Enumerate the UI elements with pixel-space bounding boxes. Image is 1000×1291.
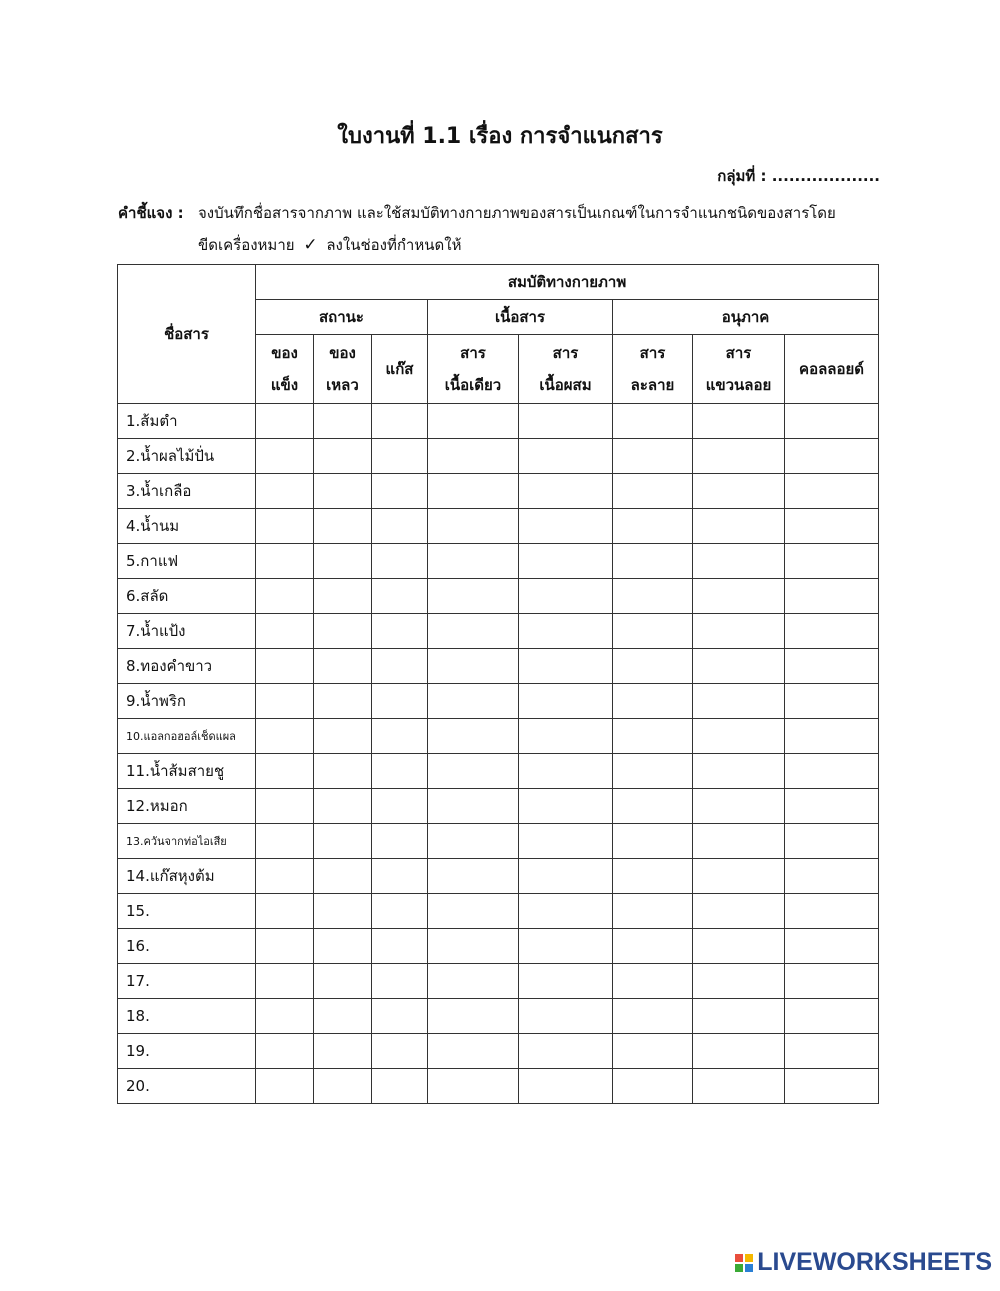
table-row <box>118 649 879 684</box>
table-row <box>118 474 879 509</box>
substance-name: 12.หมอก <box>118 789 256 824</box>
answer-cell[interactable] <box>428 999 519 1034</box>
answer-cell[interactable] <box>314 894 372 929</box>
answer-cell[interactable] <box>519 929 613 964</box>
answer-cell[interactable] <box>372 859 428 894</box>
answer-cell[interactable] <box>372 684 428 719</box>
answer-cell[interactable] <box>372 1034 428 1069</box>
colloid-header: คอลลอยด์ <box>785 335 879 404</box>
answer-cell[interactable] <box>613 824 693 859</box>
table-row <box>118 719 879 754</box>
answer-cell[interactable] <box>314 929 372 964</box>
answer-cell[interactable] <box>785 789 879 824</box>
properties-header: สมบัติทางกายภาพ <box>256 265 879 300</box>
answer-cell[interactable] <box>613 1069 693 1104</box>
answer-cell[interactable] <box>693 474 785 509</box>
substance-name: 16. <box>118 929 256 964</box>
table-row <box>118 929 879 964</box>
suspension-header-line1: สาร <box>725 344 752 362</box>
answer-cell[interactable] <box>314 614 372 649</box>
answer-cell[interactable] <box>519 404 613 439</box>
substance-name: 17. <box>118 964 256 999</box>
answer-cell[interactable] <box>256 1034 314 1069</box>
answer-cell[interactable] <box>613 894 693 929</box>
answer-cell[interactable] <box>519 859 613 894</box>
table-row <box>118 789 879 824</box>
answer-cell[interactable] <box>519 579 613 614</box>
answer-cell[interactable] <box>519 474 613 509</box>
instruction-line-1: จงบันทึกชื่อสารจากภาพ และใช้สมบัติทางกายภาพของสารเป็นเกณฑ์ในการจำแนกชนิดของสารโดย <box>198 204 836 222</box>
liquid-header <box>314 335 372 404</box>
answer-cell[interactable] <box>693 964 785 999</box>
answer-cell[interactable] <box>519 824 613 859</box>
substance-name: 8.ทองคำขาว <box>118 649 256 684</box>
answer-cell[interactable] <box>613 439 693 474</box>
answer-cell[interactable] <box>314 824 372 859</box>
answer-cell[interactable] <box>693 509 785 544</box>
answer-cell[interactable] <box>693 999 785 1034</box>
answer-cell[interactable] <box>256 929 314 964</box>
homogeneous-header-line2: เนื้อเดียว <box>444 376 502 394</box>
substance-name: 11.น้ำส้มสายชู <box>118 754 256 789</box>
answer-cell[interactable] <box>428 1069 519 1104</box>
answer-cell[interactable] <box>785 999 879 1034</box>
answer-cell[interactable] <box>613 684 693 719</box>
answer-cell[interactable] <box>693 439 785 474</box>
answer-cell[interactable] <box>256 509 314 544</box>
instruction-label: คำชี้แจง : <box>118 204 184 222</box>
group-label: กลุ่มที่ : ................... <box>717 167 880 185</box>
name-header: ชื่อสาร <box>118 265 256 404</box>
answer-cell[interactable] <box>372 579 428 614</box>
answer-cell[interactable] <box>372 929 428 964</box>
substance-name: 20. <box>118 1069 256 1104</box>
solution-header <box>613 335 693 404</box>
answer-cell[interactable] <box>519 684 613 719</box>
instruction-line-2-pre: ขีดเครื่องหมาย <box>198 236 295 254</box>
answer-cell[interactable] <box>256 894 314 929</box>
table-row <box>118 1069 879 1104</box>
answer-cell[interactable] <box>428 719 519 754</box>
answer-cell[interactable] <box>785 509 879 544</box>
answer-cell[interactable] <box>372 754 428 789</box>
table-row <box>118 439 879 474</box>
answer-cell[interactable] <box>314 859 372 894</box>
answer-cell[interactable] <box>693 719 785 754</box>
table-row <box>118 894 879 929</box>
substance-name: 13.ควันจากท่อไอเสีย <box>118 824 256 859</box>
substance-name: 7.น้ำแป้ง <box>118 614 256 649</box>
answer-cell[interactable] <box>785 964 879 999</box>
answer-cell[interactable] <box>519 964 613 999</box>
answer-cell[interactable] <box>613 719 693 754</box>
answer-cell[interactable] <box>613 1034 693 1069</box>
table-row <box>118 509 879 544</box>
answer-cell[interactable] <box>785 1069 879 1104</box>
answer-cell[interactable] <box>428 404 519 439</box>
answer-cell[interactable] <box>428 789 519 824</box>
answer-cell[interactable] <box>372 789 428 824</box>
answer-cell[interactable] <box>785 1034 879 1069</box>
table-row <box>118 579 879 614</box>
answer-cell[interactable] <box>519 719 613 754</box>
substance-name: 15. <box>118 894 256 929</box>
answer-cell[interactable] <box>428 1034 519 1069</box>
answer-cell[interactable] <box>785 474 879 509</box>
answer-cell[interactable] <box>613 964 693 999</box>
answer-cell[interactable] <box>256 404 314 439</box>
answer-cell[interactable] <box>693 684 785 719</box>
answer-cell[interactable] <box>519 439 613 474</box>
answer-cell[interactable] <box>693 1034 785 1069</box>
answer-cell[interactable] <box>256 474 314 509</box>
answer-cell[interactable] <box>314 649 372 684</box>
substance-name: 6.สลัด <box>118 579 256 614</box>
state-header: สถานะ <box>256 300 428 335</box>
answer-cell[interactable] <box>785 579 879 614</box>
answer-cell[interactable] <box>372 719 428 754</box>
answer-cell[interactable] <box>693 649 785 684</box>
answer-cell[interactable] <box>314 544 372 579</box>
answer-cell[interactable] <box>428 579 519 614</box>
homogeneous-header <box>428 335 519 404</box>
table-row <box>118 754 879 789</box>
answer-cell[interactable] <box>372 649 428 684</box>
texture-header: เนื้อสาร <box>428 300 613 335</box>
answer-cell[interactable] <box>785 929 879 964</box>
answer-cell[interactable] <box>785 439 879 474</box>
answer-cell[interactable] <box>256 824 314 859</box>
answer-cell[interactable] <box>314 579 372 614</box>
answer-cell[interactable] <box>314 1034 372 1069</box>
answer-cell[interactable] <box>785 859 879 894</box>
answer-cell[interactable] <box>256 754 314 789</box>
answer-cell[interactable] <box>519 649 613 684</box>
substance-name: 1.ส้มตำ <box>118 404 256 439</box>
table-row <box>118 999 879 1034</box>
answer-cell[interactable] <box>372 544 428 579</box>
substance-name: 18. <box>118 999 256 1034</box>
answer-cell[interactable] <box>519 894 613 929</box>
answer-cell[interactable] <box>314 684 372 719</box>
answer-cell[interactable] <box>314 439 372 474</box>
answer-cell[interactable] <box>372 894 428 929</box>
answer-cell[interactable] <box>693 894 785 929</box>
answer-cell[interactable] <box>613 754 693 789</box>
answer-cell[interactable] <box>314 509 372 544</box>
answer-cell[interactable] <box>372 404 428 439</box>
answer-cell[interactable] <box>256 1069 314 1104</box>
answer-cell[interactable] <box>314 754 372 789</box>
gas-header: แก๊ส <box>372 335 428 404</box>
answer-cell[interactable] <box>613 509 693 544</box>
answer-cell[interactable] <box>314 404 372 439</box>
answer-cell[interactable] <box>519 1034 613 1069</box>
substance-name: 19. <box>118 1034 256 1069</box>
heterogeneous-header <box>519 335 613 404</box>
answer-cell[interactable] <box>613 859 693 894</box>
table-row <box>118 1034 879 1069</box>
answer-cell[interactable] <box>693 614 785 649</box>
answer-cell[interactable] <box>256 719 314 754</box>
answer-cell[interactable] <box>256 544 314 579</box>
substance-name: 9.น้ำพริก <box>118 684 256 719</box>
answer-cell[interactable] <box>256 999 314 1034</box>
liquid-header-line2: เหลว <box>326 376 359 394</box>
substance-name: 10.แอลกอฮอล์เช็ดแผล <box>118 719 256 754</box>
particle-header: อนุภาค <box>613 300 879 335</box>
solution-header-line1: สาร <box>639 344 666 362</box>
answer-cell[interactable] <box>256 614 314 649</box>
checkmark-icon: ✓ <box>303 235 318 255</box>
answer-cell[interactable] <box>428 544 519 579</box>
answer-cell[interactable] <box>693 404 785 439</box>
answer-cell[interactable] <box>428 824 519 859</box>
answer-cell[interactable] <box>785 544 879 579</box>
substance-name: 3.น้ำเกลือ <box>118 474 256 509</box>
answer-cell[interactable] <box>519 999 613 1034</box>
answer-cell[interactable] <box>256 964 314 999</box>
answer-cell[interactable] <box>372 474 428 509</box>
answer-cell[interactable] <box>256 579 314 614</box>
table-row <box>118 964 879 999</box>
answer-cell[interactable] <box>519 614 613 649</box>
solution-header-line2: ละลาย <box>630 376 675 394</box>
answer-cell[interactable] <box>256 439 314 474</box>
answer-cell[interactable] <box>693 544 785 579</box>
answer-cell[interactable] <box>256 684 314 719</box>
answer-cell[interactable] <box>613 789 693 824</box>
homogeneous-header-line1: สาร <box>460 344 486 362</box>
answer-cell[interactable] <box>613 474 693 509</box>
answer-cell[interactable] <box>428 439 519 474</box>
answer-cell[interactable] <box>372 964 428 999</box>
table-row <box>118 824 879 859</box>
answer-cell[interactable] <box>314 789 372 824</box>
answer-cell[interactable] <box>428 649 519 684</box>
answer-cell[interactable] <box>613 404 693 439</box>
liquid-header-line1: ของ <box>329 344 356 362</box>
answer-cell[interactable] <box>428 684 519 719</box>
table-row <box>118 614 879 649</box>
answer-cell[interactable] <box>613 649 693 684</box>
answer-cell[interactable] <box>785 719 879 754</box>
classification-table <box>117 264 879 1104</box>
answer-cell[interactable] <box>785 649 879 684</box>
answer-cell[interactable] <box>428 929 519 964</box>
answer-cell[interactable] <box>314 719 372 754</box>
substance-name: 4.น้ำนม <box>118 509 256 544</box>
table-row <box>118 544 879 579</box>
logo-text: LIVEWORKSHEETS <box>757 1248 992 1276</box>
table-row <box>118 859 879 894</box>
answer-cell[interactable] <box>785 824 879 859</box>
answer-cell[interactable] <box>693 579 785 614</box>
solid-header-line1: ของ <box>271 344 298 362</box>
solid-header-line2: แข็ง <box>270 376 299 394</box>
answer-cell[interactable] <box>428 964 519 999</box>
answer-cell[interactable] <box>314 964 372 999</box>
suspension-header-line2: แขวนลอย <box>705 376 772 394</box>
heterogeneous-header-line1: สาร <box>552 344 579 362</box>
instruction-line-2 <box>198 233 461 257</box>
answer-cell[interactable] <box>519 754 613 789</box>
answer-cell[interactable] <box>428 509 519 544</box>
liveworksheets-logo <box>735 1248 992 1277</box>
answer-cell[interactable] <box>613 544 693 579</box>
answer-cell[interactable] <box>693 789 785 824</box>
answer-cell[interactable] <box>372 614 428 649</box>
answer-cell[interactable] <box>372 1069 428 1104</box>
answer-cell[interactable] <box>428 859 519 894</box>
instruction-line-2-post: ลงในช่องที่กำหนดให้ <box>326 236 462 254</box>
answer-cell[interactable] <box>428 474 519 509</box>
table-row <box>118 404 879 439</box>
liveworksheets-logo-icon <box>735 1254 753 1272</box>
suspension-header <box>693 335 785 404</box>
answer-cell[interactable] <box>519 544 613 579</box>
worksheet-title: ใบงานที่ 1.1 เรื่อง การจำแนกสาร <box>337 124 663 149</box>
answer-cell[interactable] <box>693 824 785 859</box>
answer-cell[interactable] <box>785 404 879 439</box>
answer-cell[interactable] <box>693 1069 785 1104</box>
answer-cell[interactable] <box>256 649 314 684</box>
substance-name: 14.แก๊สหุงต้ม <box>118 859 256 894</box>
answer-cell[interactable] <box>785 754 879 789</box>
answer-cell[interactable] <box>372 439 428 474</box>
answer-cell[interactable] <box>428 754 519 789</box>
substance-name: 2.น้ำผลไม้ปั่น <box>118 439 256 474</box>
answer-cell[interactable] <box>693 929 785 964</box>
answer-cell[interactable] <box>519 509 613 544</box>
answer-cell[interactable] <box>613 614 693 649</box>
answer-cell[interactable] <box>256 859 314 894</box>
answer-cell[interactable] <box>519 789 613 824</box>
answer-cell[interactable] <box>314 1069 372 1104</box>
answer-cell[interactable] <box>693 859 785 894</box>
answer-cell[interactable] <box>372 999 428 1034</box>
answer-cell[interactable] <box>785 894 879 929</box>
heterogeneous-header-line2: เนื้อผสม <box>539 376 592 394</box>
answer-cell[interactable] <box>785 684 879 719</box>
substance-name: 5.กาแฟ <box>118 544 256 579</box>
answer-cell[interactable] <box>256 789 314 824</box>
answer-cell[interactable] <box>428 894 519 929</box>
answer-cell[interactable] <box>372 824 428 859</box>
answer-cell[interactable] <box>613 929 693 964</box>
answer-cell[interactable] <box>519 1069 613 1104</box>
answer-cell[interactable] <box>613 579 693 614</box>
answer-cell[interactable] <box>693 754 785 789</box>
answer-cell[interactable] <box>428 614 519 649</box>
answer-cell[interactable] <box>372 509 428 544</box>
answer-cell[interactable] <box>613 999 693 1034</box>
answer-cell[interactable] <box>314 474 372 509</box>
answer-cell[interactable] <box>785 614 879 649</box>
answer-cell[interactable] <box>314 999 372 1034</box>
table-row <box>118 684 879 719</box>
solid-header <box>256 335 314 404</box>
